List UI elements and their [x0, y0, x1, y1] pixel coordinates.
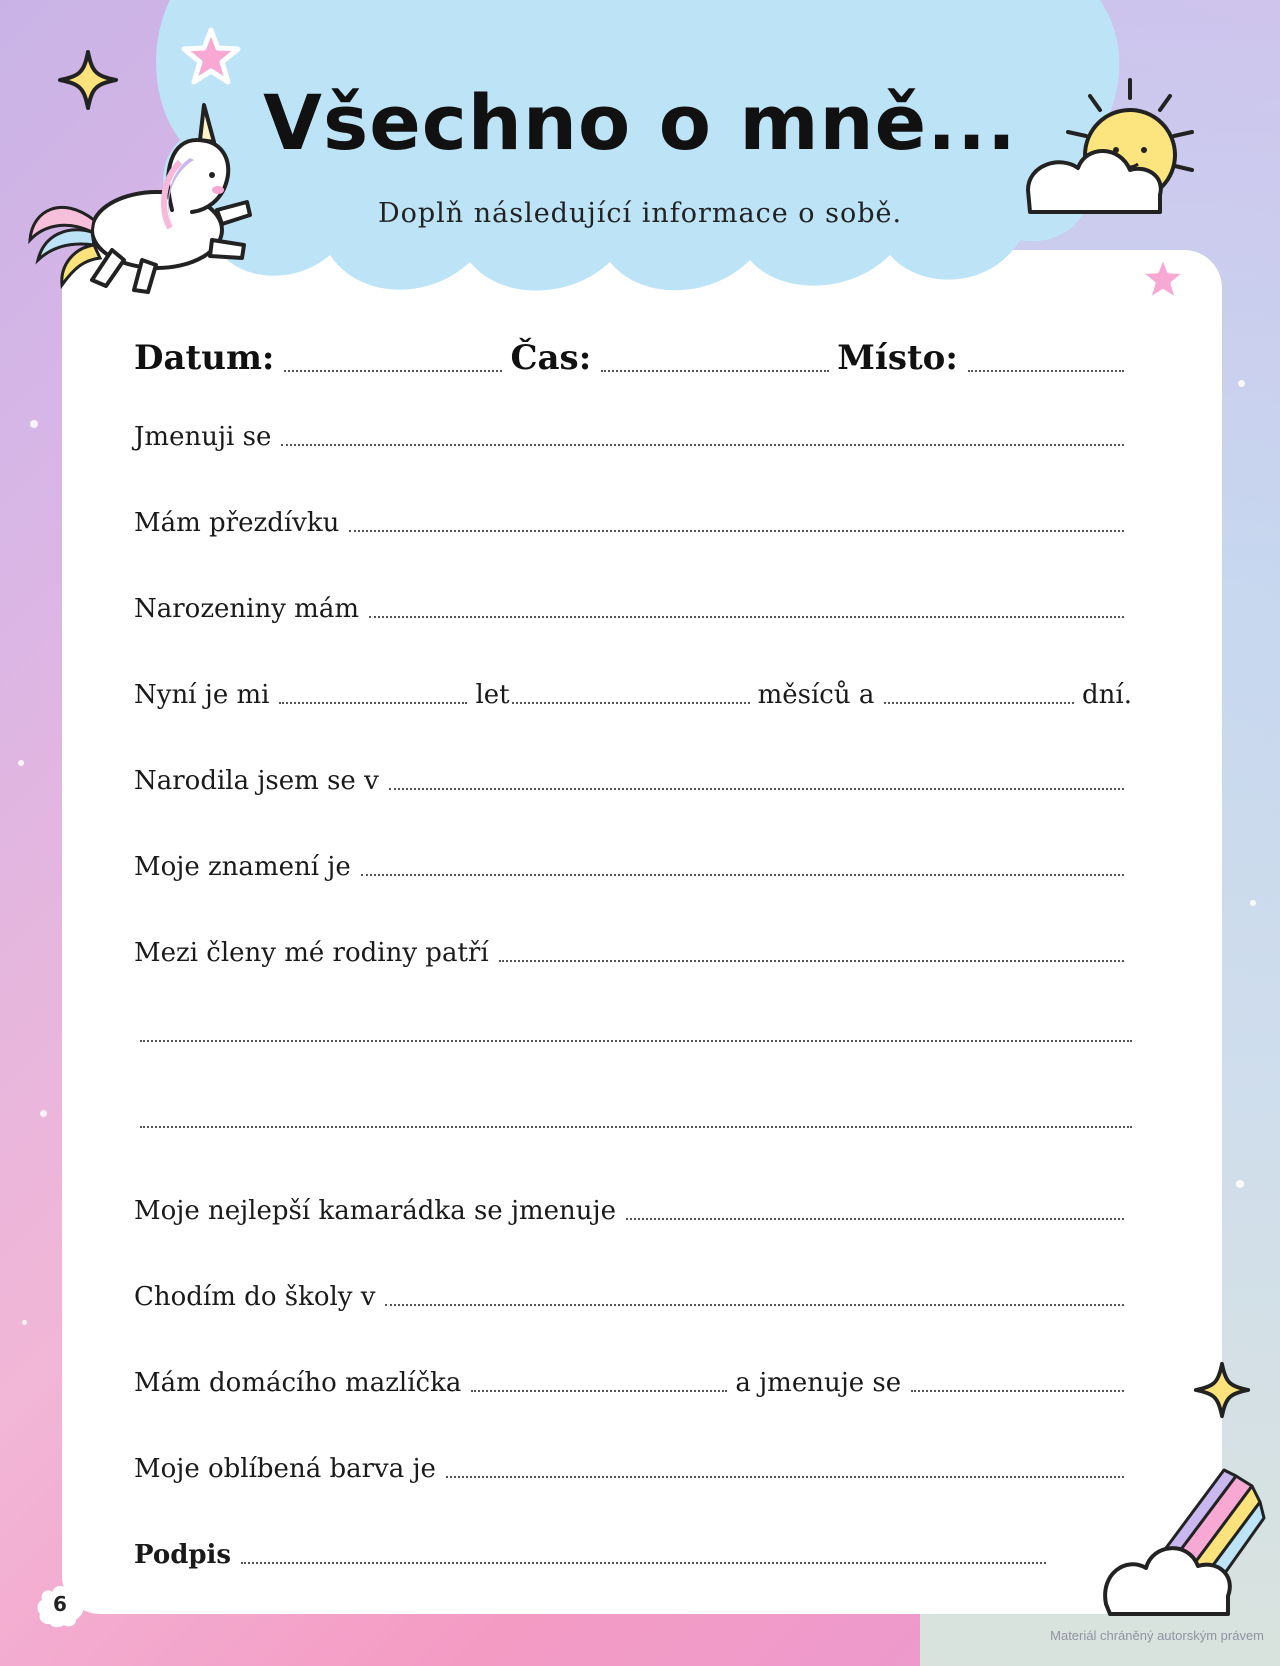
pet-row	[134, 1358, 1132, 1398]
favorite-color-field[interactable]	[446, 1472, 1124, 1478]
pet-name-label: a jmenuje se	[735, 1368, 902, 1398]
birthday-row	[134, 584, 1132, 624]
age-days-label: dní.	[1082, 680, 1132, 710]
school-field[interactable]	[385, 1300, 1124, 1306]
time-field[interactable]	[601, 366, 829, 372]
place-label: Místo:	[837, 338, 958, 378]
time-label: Čas:	[510, 338, 592, 378]
sparkle-dot	[1250, 900, 1256, 906]
sparkle-dot	[18, 760, 24, 766]
signature-row	[134, 1530, 1054, 1570]
page-number: 6	[53, 1592, 67, 1616]
best-friend-row	[134, 1186, 1132, 1226]
nickname-row	[134, 498, 1132, 538]
best-friend-label: Moje nejlepší kamarádka se jmenuje	[134, 1196, 616, 1226]
pet-name-field[interactable]	[911, 1386, 1124, 1392]
pink-star-icon	[180, 26, 242, 88]
zodiac-field[interactable]	[361, 870, 1124, 876]
place-field[interactable]	[968, 366, 1124, 372]
copyright-watermark: Materiál chráněný autorským právem	[1050, 1628, 1264, 1643]
pink-star-icon	[1136, 252, 1190, 306]
family-row	[134, 928, 1132, 968]
zodiac-label: Moje znamení je	[134, 852, 351, 882]
signature-label: Podpis	[134, 1540, 232, 1570]
page-subtitle: Doplň následující informace o sobě.	[377, 198, 903, 229]
age-prefix-label: Nyní je mi	[134, 680, 270, 710]
sparkle-dot	[22, 1320, 27, 1325]
zodiac-row	[134, 842, 1132, 882]
best-friend-field[interactable]	[626, 1214, 1124, 1220]
nickname-label: Mám přezdívku	[134, 508, 340, 538]
name-label: Jmenuji se	[134, 422, 272, 452]
age-months-label: měsíců a	[757, 680, 875, 710]
date-field[interactable]	[284, 366, 502, 372]
family-field-extra-line[interactable]	[140, 1126, 1132, 1128]
sparkle-dot	[1236, 1180, 1244, 1188]
family-field-extra-line[interactable]	[140, 1040, 1132, 1042]
name-field[interactable]	[281, 440, 1124, 446]
yellow-sparkle-icon	[56, 48, 120, 112]
birthplace-row	[134, 756, 1132, 796]
pet-field[interactable]	[471, 1386, 727, 1392]
birthday-field[interactable]	[369, 612, 1124, 618]
family-label: Mezi členy mé rodiny patří	[134, 938, 489, 968]
sparkle-dot	[40, 1110, 47, 1117]
unicorn-icon	[22, 100, 252, 300]
sparkle-dot	[1238, 380, 1245, 387]
age-months-field[interactable]	[512, 698, 750, 704]
sun-icon	[1020, 70, 1220, 240]
date-label: Datum:	[134, 338, 275, 378]
school-label: Chodím do školy v	[134, 1282, 376, 1312]
family-field[interactable]	[499, 956, 1124, 962]
page-title: Všechno o mně...	[263, 78, 1017, 167]
age-days-field[interactable]	[884, 698, 1074, 704]
sparkle-dot	[30, 420, 38, 428]
birthday-label: Narozeniny mám	[134, 594, 359, 624]
pet-label: Mám domácího mazlíčka	[134, 1368, 462, 1398]
age-row	[134, 670, 1132, 710]
age-years-label: let	[475, 680, 510, 710]
favorite-color-label: Moje oblíbená barva je	[134, 1454, 436, 1484]
signature-field[interactable]	[241, 1558, 1046, 1564]
name-row	[134, 412, 1132, 452]
birthplace-label: Narodila jsem se v	[134, 766, 379, 796]
school-row	[134, 1272, 1132, 1312]
birthplace-field[interactable]	[389, 784, 1124, 790]
nickname-field[interactable]	[349, 526, 1124, 532]
favorite-color-row	[134, 1444, 1132, 1484]
date-time-place-row	[134, 330, 1132, 378]
age-years-field[interactable]	[279, 698, 467, 704]
yellow-sparkle-icon	[1192, 1360, 1252, 1420]
